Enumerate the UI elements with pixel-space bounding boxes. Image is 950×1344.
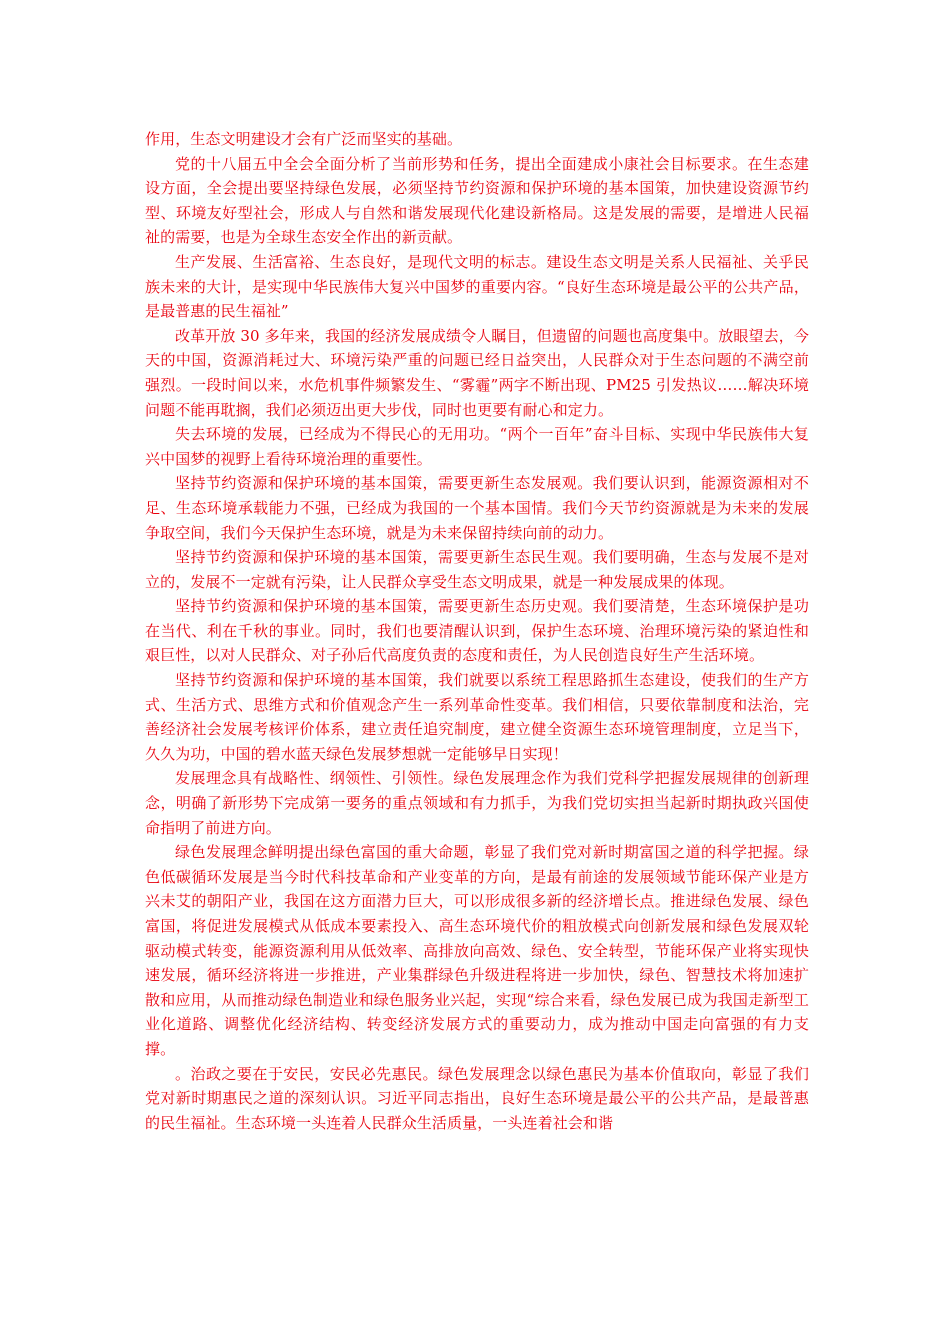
paragraph-12: 。治政之要在于安民，安民必先惠民。绿色发展理念以绿色惠民为基本价值取向，彰显了我们党对新时期惠民之道的深刻认识。习近平同志指出，良好生态环境是最公平的公共产品，是最普惠的民生福祉。生态环境一头连着人民群众生活质量，一头连着社会和谐	[145, 1064, 809, 1132]
paragraph-4: 改革开放 30 多年来，我国的经济发展成绩令人瞩目，但遗留的问题也高度集中。放眼望去，今天的中国，资源消耗过大、环境污染严重的问题已经日益突出，人民群众对于生态问题的不满空前强烈。一段时间以来，水危机事件频繁发生、“雾霾”两字不断出现、PM25 引发热议……解决环境问题不能再耽搁，我们必须迈出更大步伐，同时也更要有耐心和定力。	[145, 326, 809, 419]
paragraph-5: 失去环境的发展，已经成为不得民心的无用功。“两个一百年”奋斗目标、实现中华民族伟大复兴中国梦的视野上看待环境治理的重要性。	[145, 425, 809, 468]
paragraph-10: 发展理念具有战略性、纲领性、引领性。绿色发展理念作为我们党科学把握发展规律的创新理念，明确了新形势下完成第一要务的重点领域和有力抓手，为我们党切实担当起新时期执政兴国使命指明了前进方向。	[145, 769, 809, 837]
document-body	[145, 127, 809, 1135]
paragraph-2: 党的十八届五中全会全面分析了当前形势和任务，提出全面建成小康社会目标要求。在生态建设方面，全会提出要坚持绿色发展，必须坚持节约资源和保护环境的基本国策，加快建设资源节约型、环境友好型社会，形成人与自然和谐发展现代化建设新格局。这是发展的需要，是增进人民福祉的需要，也是为全球生态安全作出的新贡献。	[145, 154, 809, 247]
paragraph-9: 坚持节约资源和保护环境的基本国策，我们就要以系统工程思路抓生态建设，使我们的生产方式、生活方式、思维方式和价值观念产生一系列革命性变革。我们相信，只要依靠制度和法治，完善经济社会发展考核评价体系，建立责任追究制度，建立健全资源生态环境管理制度，立足当下，久久为功，中国的碧水蓝天绿色发展梦想就一定能够早日实现！	[145, 671, 809, 763]
paragraph-1: 作用，生态文明建设才会有广泛而坚实的基础。	[145, 130, 463, 148]
paragraph-11: 绿色发展理念鲜明提出绿色富国的重大命题，彰显了我们党对新时期富国之道的科学把握。绿色低碳循环发展是当今时代科技革命和产业变革的方向，是最有前途的发展领域节能环保产业是方兴未艾的朝阳产业，我国在这方面潜力巨大，可以形成很多新的经济增长点。推进绿色发展、绿色富国，将促进发展模式从低成本要素投入、高生态环境代价的粗放模式向创新发展和绿色发展双轮驱动模式转变，能源资源利用从低效率、高排放向高效、绿色、安全转型，节能环保产业将实现快速发展，循环经济将进一步推进，产业集群绿色升级进程将进一步加快，绿色、智慧技术将加速扩散和应用，从而推动绿色制造业和绿色服务业兴起，实现“综合来看，绿色发展已成为我国走新型工业化道路、调整优化经济结构、转变经济发展方式的重要动力，成为推动中国走向富强的有力支撑。	[145, 843, 809, 1058]
paragraph-8: 坚持节约资源和保护环境的基本国策，需要更新生态历史观。我们要清楚，生态环境保护是功在当代、利在千秋的事业。同时，我们也要清醒认识到，保护生态环境、治理环境污染的紧迫性和艰巨性，以对人民群众、对子孙后代高度负责的态度和责任，为人民创造良好生产生活环境。	[145, 597, 809, 665]
paragraph-3: 生产发展、生活富裕、生态良好，是现代文明的标志。建设生态文明是关系人民福祉、关乎民族未来的大计，是实现中华民族伟大复兴中国梦的重要内容。“良好生态环境是最公平的公共产品，是最普惠的民生福祉”	[145, 252, 809, 321]
paragraph-6: 坚持节约资源和保护环境的基本国策，需要更新生态发展观。我们要认识到，能源资源相对不足、生态环境承载能力不强，已经成为我国的一个基本国情。我们今天节约资源就是为未来的发展争取空间，我们今天保护生态环境，就是为未来保留持续向前的动力。	[145, 474, 809, 542]
paragraph-7: 坚持节约资源和保护环境的基本国策，需要更新生态民生观。我们要明确，生态与发展不是对立的，发展不一定就有污染，让人民群众享受生态文明成果，就是一种发展成果的体现。	[145, 548, 809, 591]
